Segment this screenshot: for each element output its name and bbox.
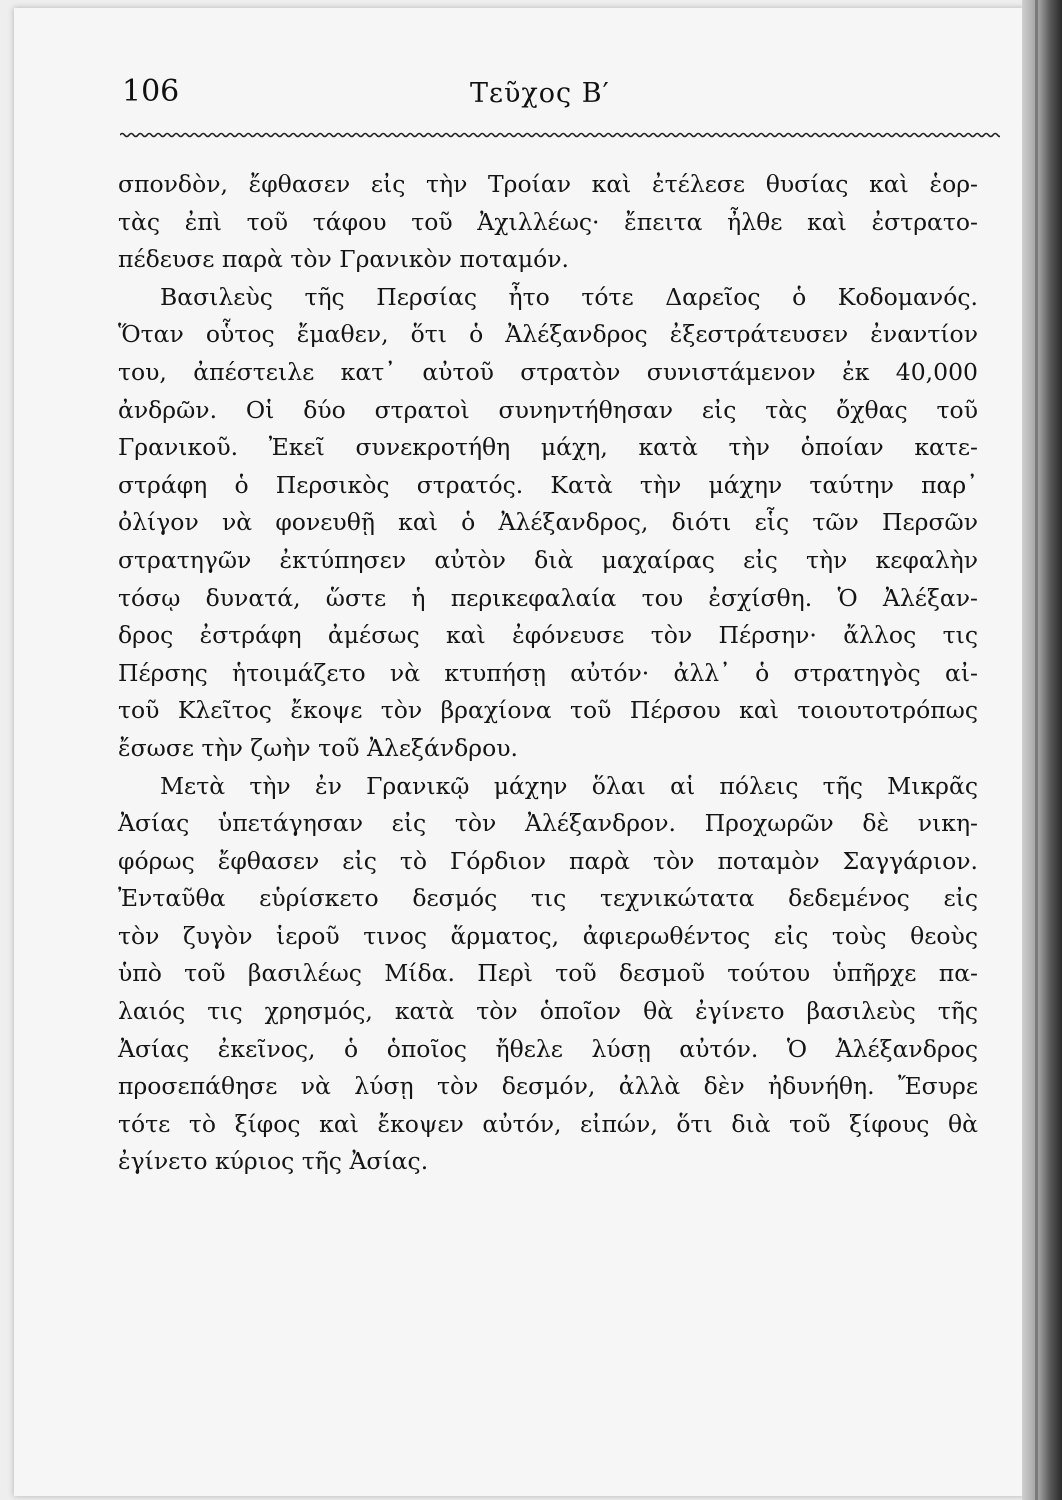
text-line: τὸν ζυγὸν ἱεροῦ τινος ἅρματος, ἀφιερωθέντος εἰς τοὺς θεοὺς (118, 921, 978, 950)
text-line: πέδευσε παρὰ τὸν Γρανικὸν ποταμόν. (118, 245, 570, 274)
text-line: τὰς ἐπὶ τοῦ τάφου τοῦ Ἀχιλλέως· ἔπειτα ἦλθε καὶ ἐστρατο- (118, 207, 978, 236)
text-line: ἐγίνετο κύριος τῆς Ἀσίας. (118, 1147, 429, 1176)
text-line: ὑπὸ τοῦ βασιλέως Μίδα. Περὶ τοῦ δεσμοῦ τούτου ὑπῆρχε πα- (118, 959, 978, 988)
text-line: Μετὰ τὴν ἐν Γρανικῷ μάχην ὅλαι αἱ πόλεις τῆς Μικρᾶς (160, 771, 978, 800)
text-line: ἔσωσε τὴν ζωὴν τοῦ Ἀλεξάνδρου. (118, 733, 518, 762)
text-line: Ἐνταῦθα εὑρίσκετο δεσμός τις τεχνικώτατα δεδεμένος εἰς (118, 884, 978, 913)
text-line: δρος ἐστράφη ἀμέσως καὶ ἐφόνευσε τὸν Πέρσην· ἄλλος τις (118, 621, 978, 650)
text-line: Γρανικοῦ. Ἐκεῖ συνεκροτήθη μάχη, κατὰ τὴν ὁποίαν κατε- (118, 433, 978, 462)
text-line: τοῦ Κλεῖτος ἔκοψε τὸν βραχίονα τοῦ Πέρσου καὶ τοιουτοτρόπως (118, 696, 978, 725)
gutter-edge-line (1035, 0, 1038, 1500)
running-head: Τεῦχος Β′ (470, 78, 610, 109)
text-line: Ἀσίας ἐκεῖνος, ὁ ὁποῖος ἤθελε λύσῃ αὐτόν. Ὁ Ἀλέξανδρος (118, 1034, 978, 1063)
text-line: Πέρσης ἡτοιμάζετο νὰ κτυπήσῃ αὐτόν· ἀλλ᾽ ὁ στρατηγὸς αἰ- (118, 658, 978, 687)
page-header (110, 66, 990, 126)
text-line: λαιός τις χρησμός, κατὰ τὸν ὁποῖον θὰ ἐγίνετο βασιλεὺς τῆς (118, 997, 978, 1026)
body-text (118, 166, 978, 1181)
text-line: φόρως ἔφθασεν εἰς τὸ Γόρδιον παρὰ τὸν ποταμὸν Σαγγάριον. (118, 846, 978, 875)
book-gutter (1022, 0, 1062, 1500)
text-line: ἀνδρῶν. Οἱ δύο στρατοὶ συνηντήθησαν εἰς τὰς ὄχθας τοῦ (118, 395, 978, 424)
text-line: ὀλίγον νὰ φονευθῇ καὶ ὁ Ἀλέξανδρος, διότι εἷς τῶν Περσῶν (118, 508, 978, 537)
text-line: προσεπάθησε νὰ λύσῃ τὸν δεσμόν, ἀλλὰ δὲν ἠδυνήθη. Ἔσυρε (118, 1072, 978, 1101)
wavy-rule-divider (120, 128, 1000, 142)
text-line: του, ἀπέστειλε κατ᾽ αὐτοῦ στρατὸν συνιστάμενον ἐκ 40,000 (118, 357, 978, 386)
text-line: στράφη ὁ Περσικὸς στρατός. Κατὰ τὴν μάχην ταύτην παρ᾽ (118, 470, 978, 499)
text-line: Ὅταν οὗτος ἔμαθεν, ὅτι ὁ Ἀλέξανδρος ἐξεστράτευσεν ἐναντίον (118, 320, 978, 349)
page-number: 106 (122, 74, 180, 109)
text-line: τότε τὸ ξίφος καὶ ἔκοψεν αὐτόν, εἰπών, ὅτι διὰ τοῦ ξίφους θὰ (118, 1109, 978, 1138)
text-line: τόσῳ δυνατά, ὥστε ἡ περικεφαλαία του ἐσχίσθη. Ὁ Ἀλέξαν- (118, 583, 978, 612)
text-line: στρατηγῶν ἐκτύπησεν αὐτὸν διὰ μαχαίρας εἰς τὴν κεφαλὴν (118, 545, 978, 574)
text-line: Ἀσίας ὑπετάγησαν εἰς τὸν Ἀλέξανδρον. Προχωρῶν δὲ νικη- (118, 809, 978, 838)
text-line: σπονδὸν, ἔφθασεν εἰς τὴν Τροίαν καὶ ἐτέλεσε θυσίας καὶ ἑορ- (118, 170, 978, 198)
text-line: Βασιλεὺς τῆς Περσίας ἦτο τότε Δαρεῖος ὁ Κοδομανός. (160, 282, 978, 311)
